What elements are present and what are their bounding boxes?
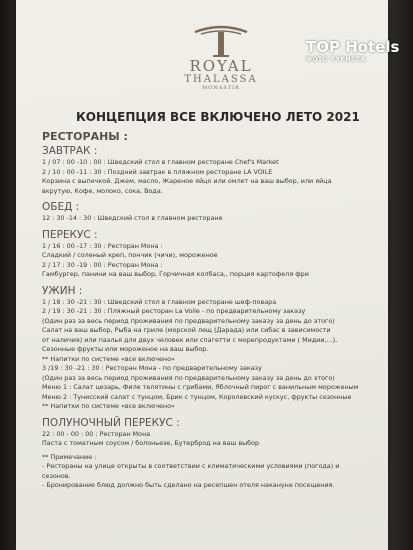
- lunch-line-1: 12 : 30 -14 : 30 : Шведский стол в главном ресторане: [42, 214, 223, 222]
- dinner-line-4: Салат на ваш выбор, Рыба на гриле (морской лещ (Дарада) или сибас в зависимости: [42, 326, 331, 334]
- section-lunch: ОБЕД :: [42, 201, 80, 213]
- dinner-line-8: 3 /19 : 30 -21 : 30 : Ресторан Мона - по предварительному заказу: [42, 364, 262, 372]
- watermark: [306, 40, 399, 64]
- section-midnight-snack: ПОЛУНОЧНЫЙ ПЕРЕКУС :: [42, 416, 180, 429]
- note-line-2: - Рестораны на улице открыты в соответствии с климатическими условиями (погода) и: [42, 462, 340, 470]
- note-line-3: сезонов.: [42, 471, 71, 480]
- snack-line-1: 1 / 16 : 00 -17 : 30 : Ресторан Мона :: [42, 241, 163, 250]
- section-snack: ПЕРЕКУС :: [42, 228, 98, 241]
- section-dinner: УЖИН :: [42, 284, 83, 297]
- dinner-line-3: (Один раз за весь период проживания по предварительному заказу за день до этого): [42, 316, 335, 325]
- dinner-line-2: 2 / 19 : 30 -21 : 30 : Пляжный ресторан La Voile - по предварительному заказу: [42, 307, 306, 315]
- printed-sheet: [16, 0, 388, 550]
- note-line-1: ** Примечание :: [42, 452, 97, 461]
- document-title: КОНЦЕПЦИЯ ВСЕ ВКЛЮЧЕНО ЛЕТО 2021: [76, 110, 360, 124]
- snack-line-4: Гамбургер, панини на ваш выбор, Горчичная колбаса,, порция картофеля фри: [42, 270, 309, 278]
- dinner-line-7: ** Напитки по системе «все включено»: [42, 354, 175, 363]
- snack-line-2: Сладкий / соленый креп, пончик (чичи), мороженое: [42, 251, 218, 259]
- dinner-line-9: (Один раз за весь период проживания по предварительному заказу за день до этого): [42, 373, 335, 382]
- dinner-line-6: Сезонные фрукты или мороженое на ваш выбор.: [42, 345, 209, 353]
- logo-location: MONASTIR: [202, 85, 240, 91]
- menu-content: [42, 130, 387, 491]
- logo-subtitle: THALASSA: [184, 74, 258, 85]
- dinner-line-12: ** Напитки по системе «все включено»: [42, 402, 175, 410]
- section-restaurants: РЕСТОРАНЫ :: [42, 130, 128, 143]
- dinner-line-10: Меню 1 : Салат цезарь, Филе телятины с грибами, Яблочный пирог с ванильным мороженым: [42, 383, 359, 391]
- midnight-line-1: 22 : 00 - 00 : 00 : Ресторан Мона: [42, 429, 151, 438]
- note-line-4: - Бронирование блюд должно быть сделано на ресепшен отеля накануне посещения.: [42, 481, 335, 489]
- hotel-logo: [166, 24, 276, 92]
- dinner-line-5: от наличия) или паэлья для двух человек или спагетти с морепродуктами ( Мидии,...),: [42, 335, 338, 344]
- breakfast-line-4: вкрутую, Кофе, молоко, сока, Вода.: [42, 186, 163, 195]
- dinner-line-11: Меню 2 : Тунисский салат с тунцом, Брик с тунцом, Королевский кускус, фрукты сезонные: [42, 392, 352, 401]
- breakfast-line-3: Корзина с выпечкой. Джем, масло, Жареное яйцо или омлет на ваш выбор, или яйца: [42, 177, 332, 185]
- midnight-line-2: Паста с томатным соусом / болоньезе, Бутерброд на ваш выбор: [42, 439, 260, 447]
- snack-line-3: 2 / 17 : 30 -19 : 00 : Ресторан Мона :: [42, 260, 163, 269]
- section-breakfast: ЗАВТРАК :: [42, 145, 98, 157]
- logo-name: ROYAL: [189, 57, 253, 75]
- breakfast-line-2: 2 / 10 : 00 -11 : 30 : Поздний завтрак в пляжном ресторане LA VOILE: [42, 167, 273, 176]
- watermark-main: TOP Hotels: [306, 38, 400, 56]
- watermark-sub: ФОТО ТУРИСТА: [306, 56, 366, 63]
- breakfast-line-1: 1 / 07 : 00 -10 : 00 : Шведский стол в главном ресторане Chef's Market: [42, 158, 279, 166]
- dinner-line-1: 1 / 18 : 30 -21 : 30 : Шведский стол в главном ресторане шеф-повара: [42, 297, 277, 306]
- logo-emblem-icon: [193, 24, 249, 58]
